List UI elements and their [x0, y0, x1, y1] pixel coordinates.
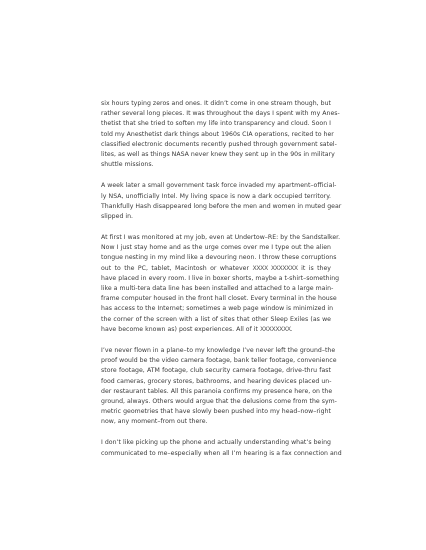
text-line-with-redaction [101, 264, 331, 274]
paragraph-1 [101, 99, 340, 170]
text-line: food cameras, grocery stores, bathrooms, and hearing devices placed un- [101, 377, 332, 385]
text-line: proof would be the video camera footage, bank teller footage, convenience [101, 357, 337, 365]
text-line: shuttle missions. [101, 161, 154, 169]
text-line: six hours typing zeros and ones. It didn’t come in one stream though, but [101, 100, 331, 107]
redaction-marks: XXXXXXXX. [259, 325, 293, 333]
text-line: like a multi-tera data line has been installed and attached to a large main- [101, 285, 334, 292]
text-line: metric geometries that have slowly been pushed into my head–now–right [101, 408, 331, 416]
text-line: I’ve never flown in a plane–to my knowledge I’ve never left the ground–the [101, 346, 336, 354]
text-line: the corner of the screen with a list of sites that other Sleep Exiles (as we [101, 315, 331, 323]
text-segment: have become known as) post experiences. All of it [101, 325, 260, 333]
text-line: I don’t like picking up the phone and actually understanding what’s being [101, 439, 331, 447]
text-line: have placed in every room. I live in boxer shorts, maybe a t-shirt–something [101, 274, 340, 282]
text-line: now, any moment–from out there. [101, 418, 208, 426]
text-line: der restaurant tables. All this paranoia confirms my presence here, on the [101, 387, 333, 395]
text-line: A week later a small government task force invaded my apartment–official- [101, 182, 337, 190]
paragraph-2 [101, 181, 342, 222]
paragraph-5 [101, 438, 342, 458]
paragraph-4 [101, 346, 337, 428]
text-line: slipped in. [101, 212, 134, 220]
text-line: ly NSA, unofficially Intel. My living space is now a dark occupied territory. [101, 192, 331, 200]
text-line: Now I just stay home and as the urge comes over me I type out the alien [101, 244, 331, 252]
text-segment: it is they [297, 264, 331, 272]
text-line-with-redaction [101, 325, 331, 335]
text-line: has access to the Internet; sometimes a web page window is minimized in [101, 305, 334, 313]
text-line: thetist that she tried to soften my life into transparency and cloud. Soon I [101, 120, 331, 128]
text-line: tongue nesting in my mind like a devouring neon. I throw these corruptions [101, 254, 337, 262]
document-page [101, 99, 342, 470]
text-segment: out to the PC, tablet, Macintosh or whatever [101, 264, 253, 272]
text-line: Thankfully Hash disappeared long before the men and women in muted gear [101, 202, 342, 210]
text-line: store footage, ATM footage, club security camera footage, drive-thru fast [101, 367, 331, 375]
text-line: classified electronic documents recently pushed through government satel- [101, 140, 337, 148]
text-line: ground, always. Others would argue that the delusions come from the sym- [101, 397, 337, 405]
text-line: told my Anesthetist dark things about 1960s CIA operations, recited to her [101, 130, 334, 138]
text-line: frame computer housed in the front hall closet. Every terminal in the house [101, 295, 337, 303]
paragraph-3 [101, 233, 341, 335]
redaction-marks: XXXX XXXXXXX [252, 264, 298, 272]
text-line: lites, as well as things NASA never knew they sent up in the 90s in military [101, 150, 335, 158]
text-line: communicated to me–especially when all I’m hearing is a fax connection and [101, 449, 342, 457]
text-line: rather several long pieces. It was throughout the days I spent with my Anes- [101, 110, 340, 118]
text-line: At first I was monitored at my job, even at Undertow–RE: by the Sandstalker. [101, 234, 341, 242]
